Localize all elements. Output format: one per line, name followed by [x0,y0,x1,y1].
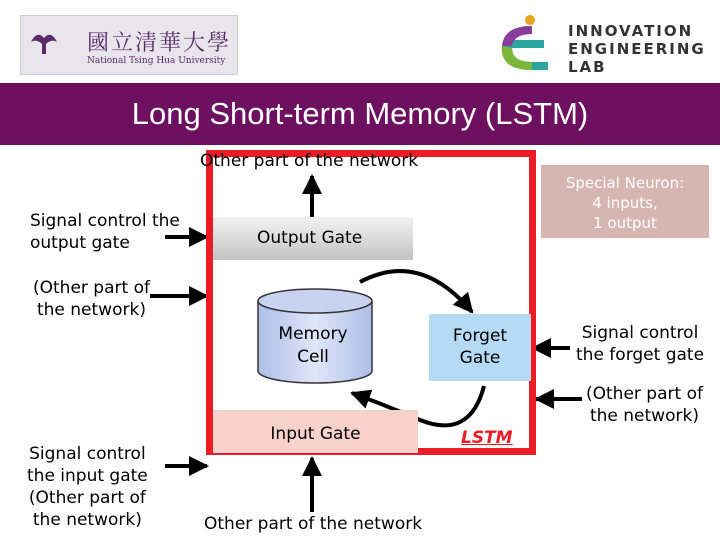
signal-output-line2: output gate [30,233,130,253]
forget-line1: Forget [452,326,508,346]
lstm-label: LSTM [461,428,513,448]
forget-line2: Gate [459,348,501,368]
other-left-line1: (Other part of [33,278,150,298]
special-line1: Special Neuron: [565,174,685,192]
signal-forget-label [576,322,704,366]
slide-title: Long Short-term Memory (LSTM) [0,83,720,145]
special-line2: 4 inputs, [592,194,658,212]
other-left-label [33,277,150,321]
logo-name-en: National Tsing Hua University [87,56,226,66]
top-network-label: Other part of the network [200,151,419,171]
signal-input-line2: the input gate [27,466,148,486]
signal-input-label [27,443,148,531]
other-right-label [586,383,703,427]
signal-forget-line2: the forget gate [576,345,705,365]
special-neuron-note [541,165,709,238]
memory-line2: Cell [297,347,329,367]
signal-input-line3: (Other part of [28,488,146,508]
bottom-network-label: Other part of the network [204,514,423,534]
logo-line3: LAB [568,58,607,76]
signal-input-line1: Signal control [29,444,146,464]
output-gate: Output Gate [213,217,413,260]
signal-input-line4: the network) [32,510,142,530]
memory-cell-label [260,323,366,369]
signal-forget-line1: Signal control [581,323,699,343]
logo-name-cn: 國立清華大學 [87,31,232,56]
other-right-line1: (Other part of [586,384,703,404]
signal-output-line1: Signal control the [30,211,180,231]
other-right-line2: the network) [589,406,699,426]
forget-gate [429,314,531,381]
input-gate: Input Gate [213,410,418,453]
logo-line1: INNOVATION [568,22,694,40]
signal-output-label [30,210,180,254]
logo-line2: ENGINEERING [568,40,706,58]
memory-line1: Memory [278,324,348,344]
other-left-line2: the network) [36,300,146,320]
special-line3: 1 output [593,214,657,232]
